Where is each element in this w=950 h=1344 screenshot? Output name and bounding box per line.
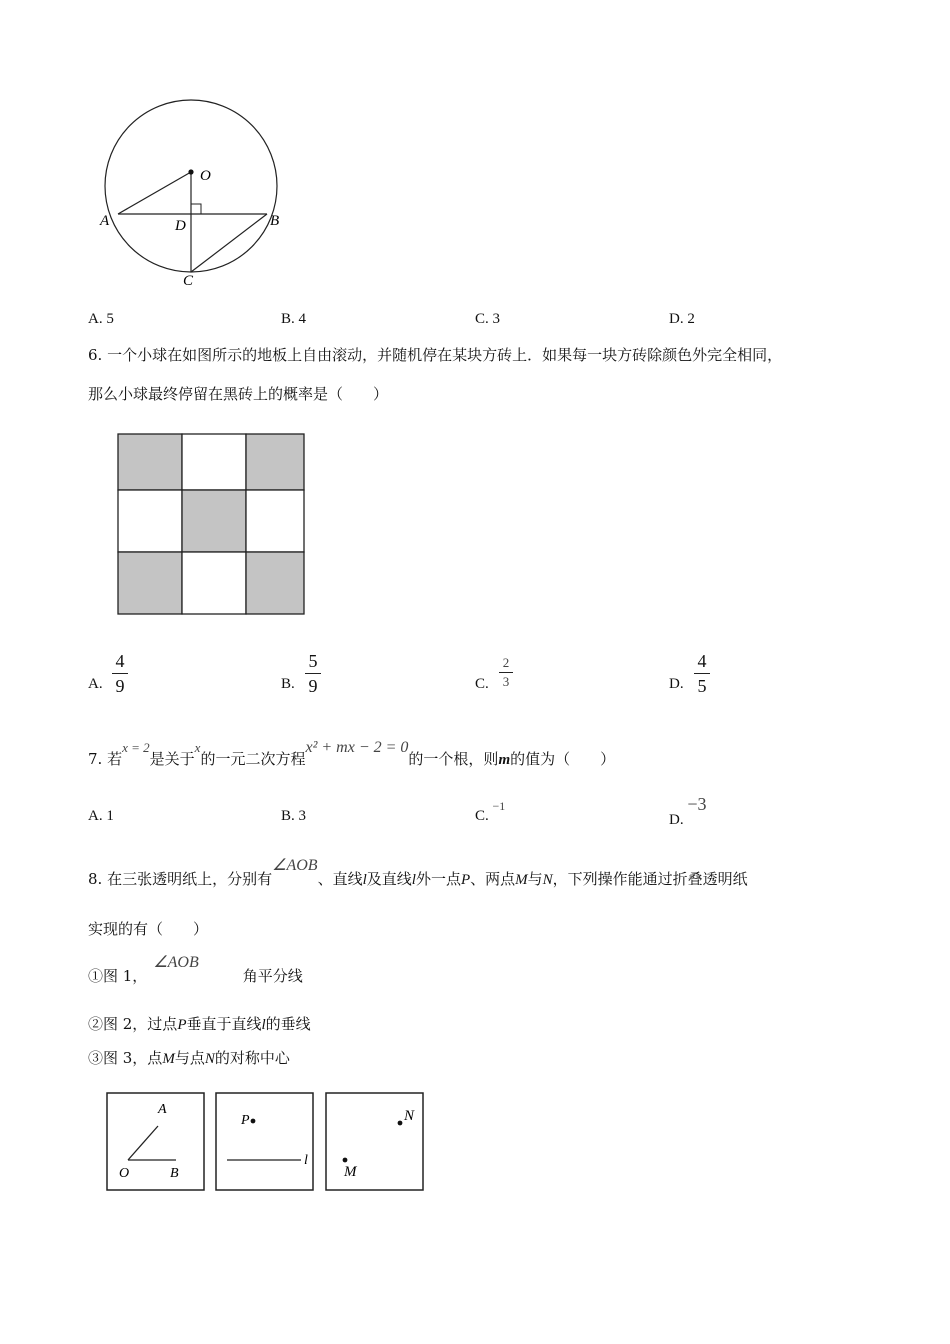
q8-item-1-math: ∠AOB: [153, 954, 199, 971]
fig1-label-b: B: [170, 1166, 179, 1181]
q8-item-3: ③图 3，点M与点N的对称中心: [88, 1049, 290, 1067]
tile-r1-c0: [118, 490, 182, 552]
q6-number: 6.: [88, 346, 103, 364]
q5-option-c[interactable]: C. 3: [475, 311, 501, 327]
segment-oa: [118, 172, 191, 214]
label-c: C: [183, 273, 194, 289]
right-angle-mark: [191, 204, 201, 214]
q5-option-a[interactable]: A. 5: [88, 311, 114, 327]
label-b: B: [270, 213, 280, 229]
fig3-label-n: N: [404, 1108, 415, 1124]
q8-number: 8.: [88, 870, 103, 888]
q6-option-d-letter[interactable]: D.: [669, 676, 684, 692]
q8-item-2: ②图 2，过点P垂直于直线l的垂线: [88, 1015, 311, 1033]
q6-text-line1: 一个小球在如图所示的地板上自由滚动，并随机停在某块方砖上．如果每一块方砖除颜色外完全相同，: [107, 346, 783, 364]
q6-tile-grid: [117, 433, 307, 617]
q6-option-a-letter[interactable]: A.: [88, 676, 103, 692]
q8-figure-2: [215, 1092, 315, 1192]
label-d: D: [175, 218, 186, 234]
label-a: A: [100, 213, 110, 229]
q7-var-m: m: [498, 752, 511, 768]
q5-option-b[interactable]: B. 4: [281, 311, 307, 327]
q7-math-x-eq-2: x = 2: [122, 740, 150, 755]
fig1-label-o: O: [119, 1166, 130, 1181]
q5-circle-figure: [90, 80, 310, 295]
q6-option-c-fraction[interactable]: 2 3: [499, 655, 513, 690]
q6-option-d-fraction[interactable]: 4 5: [694, 650, 710, 697]
q7-option-a[interactable]: A. 1: [88, 808, 114, 824]
q6-stem-line1: [88, 344, 782, 365]
tile-r2-c2: [246, 552, 304, 614]
q8-stem-line1: 8. 在三张透明纸上，分别有∠AOB、直线l及直线l外一点P、两点M与N，下列操作能通过折叠透明纸: [88, 857, 748, 888]
tile-r0-c0: [118, 434, 182, 490]
q8-figure-1: [106, 1092, 206, 1192]
q6-option-b-letter[interactable]: B.: [281, 676, 295, 692]
q6-option-b-fraction[interactable]: 5 9: [305, 650, 321, 697]
q6-option-a-fraction[interactable]: 4 9: [112, 650, 128, 697]
q8-item-1: ①图 1，∠AOB角平分线: [88, 954, 303, 985]
tile-r2-c1: [182, 552, 246, 614]
tile-r2-c0: [118, 552, 182, 614]
point-n: [398, 1121, 403, 1126]
q7-option-c[interactable]: C. $^{-1}$: [475, 799, 506, 824]
point-o: [188, 169, 193, 174]
q7-option-b[interactable]: B. 3: [281, 808, 307, 824]
q8-stem-line2: 实现的有（ ）: [88, 920, 209, 938]
tile-r1-c2: [246, 490, 304, 552]
q7-math-equation: x² + mx − 2 = 0: [305, 739, 409, 756]
label-o: O: [200, 168, 211, 184]
point-p: [251, 1119, 256, 1124]
fig1-label-a: A: [158, 1102, 167, 1117]
q6-stem-line2: 那么小球最终停留在黑砖上的概率是（ ）: [88, 385, 389, 403]
fig2-label-l: l: [304, 1153, 308, 1168]
tile-r0-c2: [246, 434, 304, 490]
q8-math-angle-aob: ∠AOB: [272, 857, 318, 874]
point-m: [343, 1158, 348, 1163]
q6-option-c-letter[interactable]: C.: [475, 676, 489, 692]
q7-option-d[interactable]: D. −3: [669, 794, 707, 828]
q7-number: 7.: [88, 750, 103, 768]
fig3-label-m: M: [344, 1164, 357, 1180]
q7-stem: 7. 若x = 2是关于x的一元二次方程x² + mx − 2 = 0的一个根，则m的值为（ ）: [88, 739, 616, 768]
fig2-label-p: P: [241, 1113, 250, 1128]
tile-r0-c1: [182, 434, 246, 490]
tile-r1-c1: [182, 490, 246, 552]
ray-oa: [128, 1126, 158, 1160]
q5-option-d[interactable]: D. 2: [669, 311, 695, 327]
q7-math-x: x: [194, 740, 201, 755]
fig2-frame: [216, 1093, 313, 1190]
q8-figure-3: [325, 1092, 425, 1192]
